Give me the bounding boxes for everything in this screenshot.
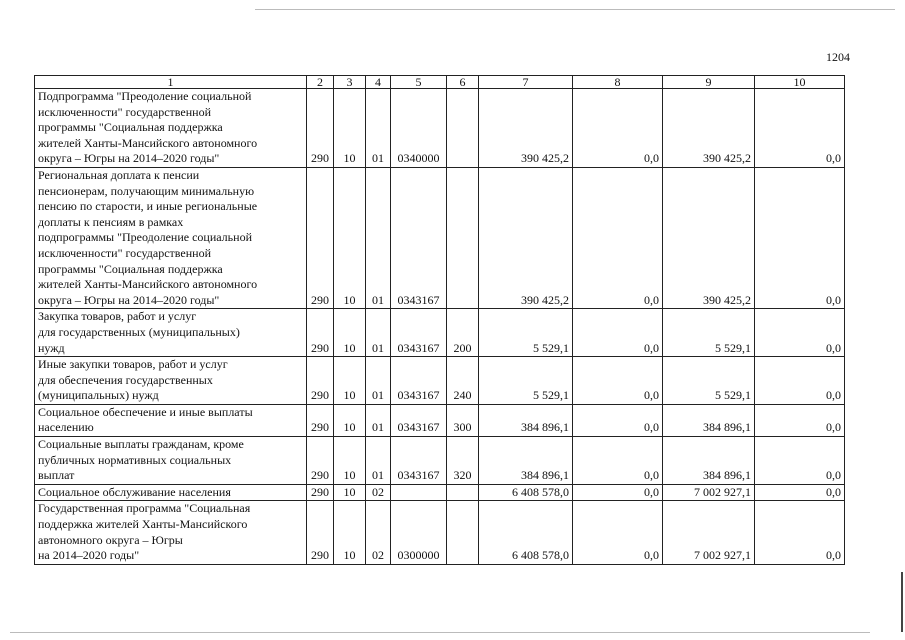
page-number: 1204 — [826, 50, 850, 64]
column-header: 3 — [334, 76, 366, 89]
scan-noise-top — [255, 9, 895, 10]
expense-type-cell — [447, 89, 479, 168]
section-cell: 10 — [334, 484, 366, 501]
amount-cell: 5 529,1 — [479, 309, 573, 357]
amount-cell: 0,0 — [573, 501, 663, 564]
scan-edge-mark — [901, 572, 903, 632]
table-row — [35, 437, 845, 485]
section-cell: 10 — [334, 167, 366, 308]
table-header-row — [35, 76, 845, 89]
row-description: Социальное обслуживание населения — [35, 484, 307, 501]
column-header: 6 — [447, 76, 479, 89]
amount-cell: 0,0 — [573, 484, 663, 501]
expense-type-cell: 300 — [447, 404, 479, 436]
section-cell: 10 — [334, 357, 366, 405]
column-header: 4 — [366, 76, 391, 89]
amount-cell: 0,0 — [755, 89, 845, 168]
table-row — [35, 484, 845, 501]
section-cell: 10 — [334, 437, 366, 485]
column-header: 5 — [391, 76, 447, 89]
amount-cell: 0,0 — [755, 484, 845, 501]
subsection-cell: 02 — [366, 484, 391, 501]
target-article-cell: 0343167 — [391, 437, 447, 485]
amount-cell: 0,0 — [755, 357, 845, 405]
gov-code-cell: 290 — [307, 357, 334, 405]
table-row — [35, 309, 845, 357]
gov-code-cell: 290 — [307, 404, 334, 436]
row-description: Государственная программа "Социальная поддержка жителей Ханты-Мансийского автономного округа – Югры на 2014–2020 годы" — [35, 501, 307, 564]
target-article-cell: 0343167 — [391, 309, 447, 357]
target-article-cell: 0343167 — [391, 404, 447, 436]
subsection-cell: 01 — [366, 437, 391, 485]
row-description: Социальное обеспечение и иные выплаты населению — [35, 404, 307, 436]
target-article-cell: 0343167 — [391, 357, 447, 405]
expense-type-cell: 200 — [447, 309, 479, 357]
column-header: 8 — [573, 76, 663, 89]
amount-cell: 384 896,1 — [479, 404, 573, 436]
amount-cell: 0,0 — [573, 404, 663, 436]
row-description: Региональная доплата к пенсии пенсионерам, получающим минимальную пенсию по старости, и иные региональные доплаты к пенсиям в рамках подпрограммы "Преодоление социальной исключенности" государственной программы "Социальная поддержка жителей Ханты-Мансийского автономного округа – Югры на 2014–2020 годы" — [35, 167, 307, 308]
amount-cell: 7 002 927,1 — [663, 501, 755, 564]
section-cell: 10 — [334, 404, 366, 436]
amount-cell: 390 425,2 — [663, 89, 755, 168]
column-header: 7 — [479, 76, 573, 89]
section-cell: 10 — [334, 309, 366, 357]
amount-cell: 0,0 — [755, 404, 845, 436]
table-row — [35, 501, 845, 564]
amount-cell: 0,0 — [755, 309, 845, 357]
subsection-cell: 01 — [366, 404, 391, 436]
section-cell: 10 — [334, 501, 366, 564]
scan-noise-bottom — [10, 632, 870, 633]
subsection-cell: 01 — [366, 167, 391, 308]
amount-cell: 0,0 — [573, 357, 663, 405]
amount-cell: 0,0 — [573, 167, 663, 308]
subsection-cell: 01 — [366, 309, 391, 357]
row-description: Подпрограмма "Преодоление социальной исключенности" государственной программы "Социальная поддержка жителей Ханты-Мансийского автономного округа – Югры на 2014–2020 годы" — [35, 89, 307, 168]
expense-type-cell — [447, 167, 479, 308]
amount-cell: 6 408 578,0 — [479, 501, 573, 564]
table-row — [35, 357, 845, 405]
amount-cell: 0,0 — [573, 89, 663, 168]
gov-code-cell: 290 — [307, 437, 334, 485]
amount-cell: 384 896,1 — [663, 404, 755, 436]
expense-type-cell — [447, 501, 479, 564]
gov-code-cell: 290 — [307, 501, 334, 564]
amount-cell: 0,0 — [755, 167, 845, 308]
gov-code-cell: 290 — [307, 309, 334, 357]
budget-table — [34, 75, 845, 565]
amount-cell: 5 529,1 — [663, 309, 755, 357]
target-article-cell: 0343167 — [391, 167, 447, 308]
subsection-cell: 01 — [366, 89, 391, 168]
amount-cell: 390 425,2 — [663, 167, 755, 308]
expense-type-cell: 320 — [447, 437, 479, 485]
gov-code-cell: 290 — [307, 167, 334, 308]
amount-cell: 5 529,1 — [663, 357, 755, 405]
row-description: Социальные выплаты гражданам, кроме публичных нормативных социальных выплат — [35, 437, 307, 485]
amount-cell: 390 425,2 — [479, 167, 573, 308]
column-header: 1 — [35, 76, 307, 89]
table-row — [35, 89, 845, 168]
column-header: 10 — [755, 76, 845, 89]
amount-cell: 384 896,1 — [479, 437, 573, 485]
column-header: 9 — [663, 76, 755, 89]
table-row — [35, 404, 845, 436]
amount-cell: 7 002 927,1 — [663, 484, 755, 501]
gov-code-cell: 290 — [307, 484, 334, 501]
amount-cell: 390 425,2 — [479, 89, 573, 168]
subsection-cell: 02 — [366, 501, 391, 564]
section-cell: 10 — [334, 89, 366, 168]
amount-cell: 6 408 578,0 — [479, 484, 573, 501]
amount-cell: 0,0 — [755, 501, 845, 564]
amount-cell: 384 896,1 — [663, 437, 755, 485]
amount-cell: 5 529,1 — [479, 357, 573, 405]
amount-cell: 0,0 — [755, 437, 845, 485]
column-header: 2 — [307, 76, 334, 89]
row-description: Закупка товаров, работ и услуг для государственных (муниципальных) нужд — [35, 309, 307, 357]
subsection-cell: 01 — [366, 357, 391, 405]
amount-cell: 0,0 — [573, 437, 663, 485]
target-article-cell: 0300000 — [391, 501, 447, 564]
table-row — [35, 167, 845, 308]
expense-type-cell — [447, 484, 479, 501]
expense-type-cell: 240 — [447, 357, 479, 405]
target-article-cell — [391, 484, 447, 501]
amount-cell: 0,0 — [573, 309, 663, 357]
row-description: Иные закупки товаров, работ и услуг для обеспечения государственных (муниципальных) нужд — [35, 357, 307, 405]
gov-code-cell: 290 — [307, 89, 334, 168]
target-article-cell: 0340000 — [391, 89, 447, 168]
